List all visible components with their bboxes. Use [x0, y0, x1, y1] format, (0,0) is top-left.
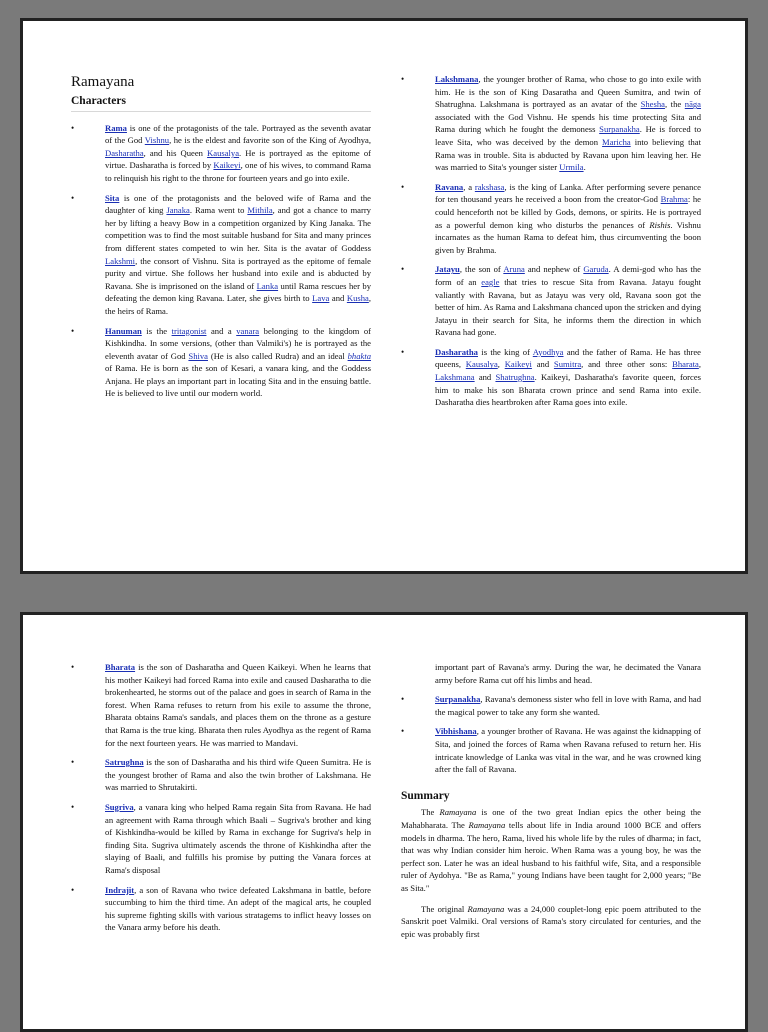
body-text: is one of the protagonists and the beloved wife of Rama and the daughter of king — [105, 192, 371, 216]
hyperlink[interactable]: Kaikeyi — [504, 359, 532, 370]
character-entry — [71, 192, 371, 318]
character-entry — [71, 325, 371, 401]
body-text: that tries to rescue Sita from Ravana. Jatayu fought valiantly with Ravana, but as Jatayu was very old, Ravana soon got the better of him. As Rama and Lakshmana chanced upon the stricken and dying Jatayu in their search for Sita, he informs them the direction in which Ravana had gone. — [435, 276, 702, 338]
hyperlink[interactable]: Kaikeyi — [213, 160, 241, 171]
character-entry — [401, 73, 701, 174]
body-text: until Rama rescues her by defeating the demon king Ravana. Later, she gives birth to — [105, 280, 371, 304]
hyperlink[interactable]: Surpanakha — [599, 124, 640, 135]
character-name-link[interactable]: Sugriva — [105, 801, 134, 812]
body-text: is one of the protagonists of the tale. Portrayed as the seventh avatar of the God — [105, 122, 371, 146]
character-name-link[interactable]: Indrajit — [105, 884, 135, 895]
body-text: , the younger brother of Rama, who chose to go into exile with him. He is the son of King Dasaratha and Queen Sumitra, and twin of Shatrughna. Lakshmana is portrayed as an avatar of the — [435, 74, 701, 110]
body-text: and nephew of — [524, 264, 584, 275]
hyperlink[interactable]: eagle — [481, 276, 500, 287]
hyperlink[interactable]: tritagonist — [171, 325, 207, 336]
body-text: , he is the eldest and favorite son of the King of Ayodhya, — [169, 135, 371, 146]
body-text: is one of the two great Indian epics the other being the Mahabharata. The — [401, 807, 701, 830]
italic-text: Ramayana — [439, 807, 477, 818]
character-name-link[interactable]: Ravana — [435, 181, 464, 192]
hyperlink[interactable]: Garuda — [583, 264, 609, 275]
hyperlink[interactable]: Lanka — [256, 280, 279, 291]
character-entry — [71, 801, 371, 877]
hyperlink[interactable]: Lakshmana — [435, 372, 475, 383]
character-name-link[interactable]: Satrughna — [105, 757, 144, 768]
body-text: and — [329, 293, 347, 304]
body-text: , a — [463, 181, 475, 192]
body-text: . Vishnu incarnates as the human Rama to defeat him, thus circumventing the boon given by Brahma. — [435, 219, 701, 255]
character-entry — [71, 661, 371, 749]
character-name-link[interactable]: Hanuman — [105, 325, 142, 336]
hyperlink[interactable]: Ayodhya — [532, 346, 564, 357]
hyperlink[interactable]: rakshasa — [474, 181, 505, 192]
body-text: , Ravana's demoness sister who fell in love with Rama, and had the magical power to take any form she wanted. — [435, 694, 701, 717]
body-text: , and got a chance to marry her by lifting a heavy Bow in a competition organized by King Janaka. The competition was to find the most suitable husband for Sita and many princes from different states competed to win her. Sita is the avatar of Goddess — [105, 205, 371, 253]
body-text: , a son of Ravana who twice defeated Lakshmana in battle, before succumbing to him the third time. An adept of the magical arts, he coupled his supreme fighting skills with various stratagems to inflict heavy losses on the Vanara army before his death. — [105, 884, 371, 933]
body-text: , is the king of Lanka. After performing severe penance for ten thousand years he received a boon from the creator-God — [435, 181, 701, 205]
character-name-link[interactable]: Sita — [105, 192, 120, 203]
hyperlink[interactable]: Dasharatha — [105, 147, 144, 158]
body-text: into believing that Rama was in trouble. Sita is abducted by Ravana upon him leaving her. He was married to Sita's younger sister — [435, 136, 702, 173]
hyperlink[interactable]: Shiva — [188, 350, 208, 361]
italic-text: Ramayana — [468, 819, 506, 830]
page2-right-column — [401, 661, 701, 948]
body-text: , the heirs of Rama. — [105, 293, 371, 316]
page2-left-column — [71, 661, 371, 941]
summary-paragraph — [401, 806, 701, 894]
page1-right-column — [401, 73, 701, 416]
body-text: . Kaikeyi, Dasharatha's favorite queen, forces him to make his son Bharata crown prince and send Rama into exile. Dasharatha dies heartbroken after Rama goes into exile. — [435, 372, 701, 408]
body-text: and — [474, 372, 496, 383]
body-text: is the son of Dasharatha and his third wife Queen Sumitra. He is the youngest brother of Rama and also the twin brother of Lakshmana. He was married to Shrutakirti. — [105, 757, 371, 793]
body-text: of Rama. He is born as the son of Kesari, a vanara king, and the Goddess Anjana. He plays an important part in locating Sita and in the ensuing battle. He is believed to live until our modern world. — [105, 363, 371, 399]
body-text: is the — [141, 325, 172, 336]
document-title: Ramayana — [71, 74, 135, 90]
body-text: , the son of — [459, 264, 504, 275]
character-name-link[interactable]: Dasharatha — [435, 346, 478, 357]
character-name-link[interactable]: Lakshmana — [435, 74, 479, 84]
hyperlink[interactable]: nāga — [684, 99, 701, 110]
hyperlink[interactable]: Lava — [312, 293, 330, 304]
body-text: , and three other sons: — [581, 359, 673, 370]
hyperlink[interactable]: Lakshmi — [105, 255, 136, 266]
hyperlink[interactable]: Brahma — [660, 194, 688, 205]
body-text: . He is forced to leave Sita, who was deceived by the demon — [435, 124, 701, 147]
body-text: , one of his wives, to command Rama to relinquish his right to the throne for fourteen years and go into exile. — [105, 160, 371, 183]
hyperlink[interactable]: Kusha — [346, 293, 369, 304]
hyperlink[interactable]: Urmila — [559, 162, 584, 173]
character-entry — [71, 884, 371, 934]
body-text: (He is also called Rudra) and an ideal — [208, 350, 348, 361]
body-text: , a younger brother of Ravana. He was against the kidnapping of Sita, and joined the forces of Rama when Ravana refused to return her. His intricate knowledge of Lanka was vital in the war, and he was crowned king after the fall of Ravana. — [435, 726, 701, 775]
character-name-link[interactable]: Rama — [105, 122, 127, 133]
body-text: . He is portrayed as the epitome of virtue. Dasharatha is forced by — [105, 147, 371, 171]
body-text: associated with the God Vishnu. He spends his time protecting Sita and Rama during which he fought the demoness — [435, 111, 701, 135]
hyperlink[interactable]: Janaka — [166, 205, 190, 216]
hyperlink[interactable]: Bharata — [672, 359, 699, 370]
italic-text: Ramayana — [467, 903, 505, 914]
body-text: and — [531, 359, 554, 370]
body-text: , — [698, 359, 701, 370]
character-name-link[interactable]: Surpanakha — [435, 694, 481, 705]
summary-paragraph — [401, 903, 701, 941]
body-text: is the king of — [477, 346, 533, 357]
body-text: , the consort of Vishnu. Sita is portrayed as the epitome of female purity and virtue. She follows her husband into exile and is abducted by Ravana. She is imprisoned on the island of — [105, 255, 371, 291]
hyperlink[interactable]: Shesha — [640, 99, 665, 110]
character-entry — [71, 122, 371, 185]
body-text: The — [421, 807, 440, 818]
character-entry — [401, 725, 701, 775]
character-entry — [71, 756, 371, 794]
hyperlink[interactable]: Kausalya — [465, 359, 498, 370]
character-list — [401, 73, 701, 409]
body-text: . Rama went to — [189, 205, 248, 216]
hyperlink[interactable]: Kausalya — [207, 147, 240, 158]
page1-left-column — [71, 73, 371, 407]
body-text: and the father of Rama. He has three queens, — [435, 346, 701, 370]
body-text: The original — [421, 903, 468, 914]
character-name-link[interactable]: Bharata — [105, 662, 136, 672]
document-page-1 — [20, 18, 748, 574]
hyperlink[interactable]: Mithila — [247, 205, 273, 216]
body-text: , — [497, 359, 505, 370]
body-text: belonging to the kingdom of Kishkindha. In some versions, (other than Valmiki's) he is portrayed as the eleventh avatar of God — [105, 325, 371, 361]
body-text: , the — [664, 99, 685, 110]
body-text: : he could henceforth not be killed by Gods, demons, or spirits. He is portrayed as a powerful demon king who disturbs the penances of — [435, 194, 701, 230]
character-list — [401, 693, 701, 776]
character-list — [71, 661, 371, 934]
hyperlink[interactable]: Sumitra — [553, 359, 582, 370]
body-text: , a vanara king who helped Rama regain Sita from Ravana. He had an agreement with Rama through which Baali – Sugriva's brother and king of Kishkindha-would be killed by Rama in exchange for Sugriva's help in finding Sita. Sugriva ultimately ascends the throne of Kishkindha after the slaying of Baali, and fulfills his promise by putting the Vanara forces at Rama's disposal — [105, 801, 371, 875]
italic-text: Rishis — [649, 219, 671, 230]
hyperlink[interactable]: Vishnu — [144, 135, 170, 146]
character-entry — [401, 346, 701, 409]
character-list — [71, 122, 371, 400]
document-page-2 — [20, 612, 748, 1032]
body-text: , and his Queen — [143, 147, 208, 158]
hyperlink[interactable]: Maricha — [602, 136, 631, 147]
section-heading-characters: Characters — [71, 95, 371, 112]
hyperlink[interactable]: Shatrughna — [495, 372, 535, 383]
character-entry — [401, 693, 701, 718]
body-text: . — [583, 162, 586, 173]
body-text: and a — [206, 325, 237, 336]
body-text: was a 24,000 couplet-long epic poem attributed to the Sanskrit poet Valmiki. Oral versions of Rama's story circulated for centuries, and the epic was probably first — [401, 903, 702, 939]
section-heading-summary: Summary — [401, 789, 450, 802]
continued-paragraph: important part of Ravana's army. During the war, he decimated the Vanara army before Rama cut off his limbs and head. — [435, 662, 701, 685]
body-text: is the son of Dasharatha and Queen Kaikeyi. When he learns that his mother Kaikeyi had forced Rama into exile and caused Dasharatha to die brokenhearted, he storms out of the palace and goes in search of Rama in the forest. When Rama refuses to return from his exile to assume the throne, Bharata obtains Rama's sandals, and places them on the throne as a gesture that Rama is the true king. Bharata then rules Ayodhya as the regent of Rama for the next fourteen years. He was married to Mandavi. — [105, 662, 371, 748]
character-entry — [401, 263, 701, 339]
body-text: . A demi-god who has the form of an — [435, 264, 701, 287]
character-entry — [401, 181, 701, 257]
character-name-link[interactable]: Jatayu — [435, 264, 460, 275]
hyperlink[interactable]: bhakta — [347, 350, 371, 361]
character-name-link[interactable]: Vibhishana — [435, 726, 477, 737]
hyperlink[interactable]: Aruna — [503, 264, 525, 275]
body-text: tells about life in India around 1000 BCE and offers models in dharma. The hero, Rama, lived his whole life by the rules of dharma; in fact, that was why Indian consider him heroic. When Rama was a young boy, he was the perfect son. Later he was an ideal husband to his faithful wife, Sita, and a responsible ruler of Aydohya. "Be as Rama," young Indians have been taught for 2,000 years; "Be as Sita." — [401, 819, 701, 893]
hyperlink[interactable]: vanara — [236, 325, 260, 336]
summary-body — [401, 806, 701, 940]
